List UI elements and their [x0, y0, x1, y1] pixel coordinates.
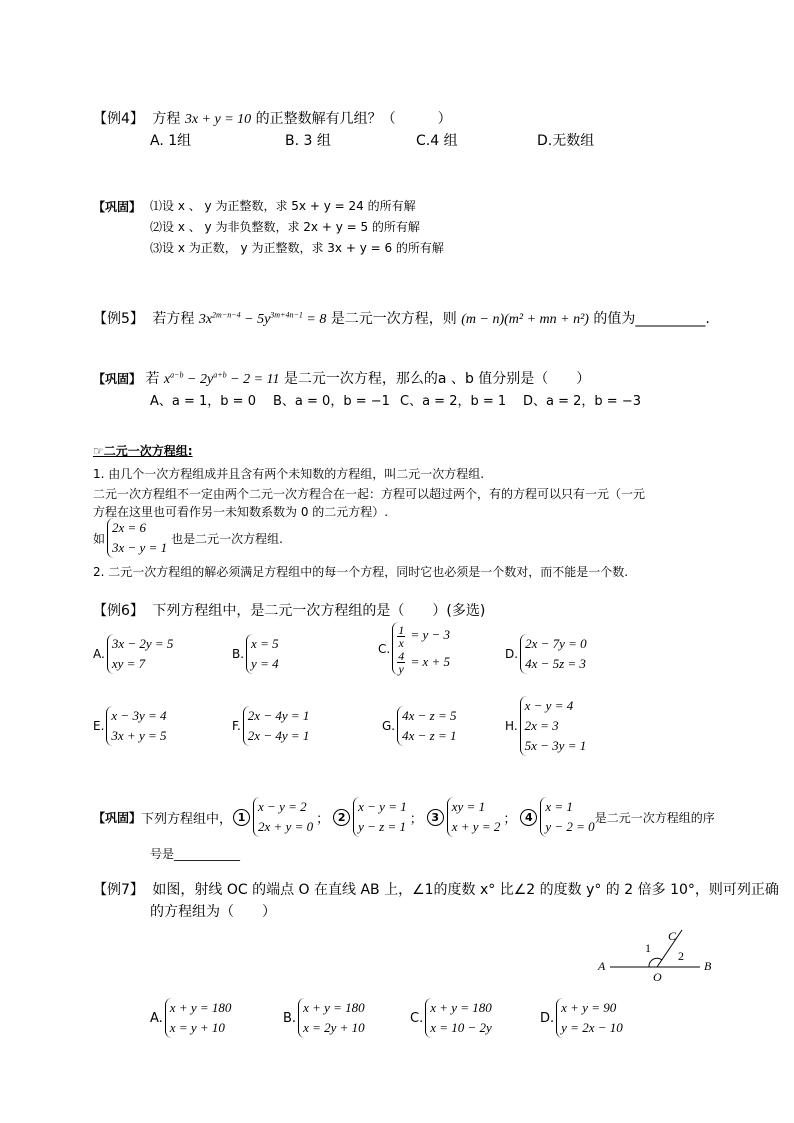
ex6-line	[93, 600, 485, 620]
gonggu2-equation: $x^{a-b} - 2y^{a+b} - 2 = 11$	[163, 370, 280, 387]
ex7-text-1: 如图，射线 OC 的端点 O 在直线 AB 上，∠1的度数 x° 比∠2 的度数 y° 的 2 倍多 10°，则可列正确	[152, 882, 779, 898]
gonggu2-line	[93, 368, 590, 388]
ex6-option-e: E. x − 3y = 4 3x + y = 5	[93, 706, 167, 746]
ex6-option-d: D. 2x − 7y = 0 4x − 5z = 3	[505, 634, 587, 674]
ex4-tag: 【例4】	[93, 111, 144, 127]
gonggu2-option-d: D、a = 2，b = −3	[523, 394, 641, 409]
ex6-option-b: B. x = 5 y = 4	[232, 634, 279, 674]
ex4-option-b: B. 3 组	[285, 133, 331, 149]
gonggu1-line-2: ⑵设 x 、 y 为非负整数，求 2x + y = 5 的所有解	[150, 220, 420, 234]
gonggu1-line-1: ⑴设 x 、 y 为正整数，求 5x + y = 24 的所有解	[150, 199, 416, 213]
ex7-option-c: C. x + y = 180 x = 10 − 2y	[410, 998, 492, 1038]
ex6-option-f: F. 2x − 4y = 1 2x − 4y = 1	[232, 706, 309, 746]
angle-figure	[590, 920, 720, 990]
label-c: C	[668, 929, 677, 943]
gonggu3-num-3: 3	[427, 809, 444, 826]
ex7-tag: 【例7】	[93, 882, 144, 898]
gonggu2-tag: 【巩固】	[93, 372, 142, 386]
ex4-option-c: C.4 组	[416, 133, 458, 149]
ex4-post: 的正整数解有几组？（ ）	[255, 111, 452, 127]
section-title: ☞二元一次方程组:	[93, 444, 193, 458]
ex6-option-a: A. 3x − 2y = 5 xy = 7	[93, 634, 173, 674]
ex7-option-b: B. x + y = 180 x = 2y + 10	[283, 998, 365, 1038]
ex6-option-c: C. $\frac{1}{x}$ = y − 3 $\frac{4}{y}$ = x + 5	[378, 622, 451, 677]
section-p2a: 二元一次方程组不一定由两个二元一次方程合在一起：方程可以超过两个，有的方程可以只有一元（一元	[93, 487, 646, 501]
gonggu3-line: 【巩固】 下列方程组中， 1 x − y = 2 2x + y = 0 ； 2 x − y = 1 y − z = 1 ； 3 xy = 1 x + y = 2 ； 4 x = 1 y − 2 = 0 是二元一次方程组的序	[93, 797, 715, 837]
gonggu2-option-c: C、a = 2，b = 1	[400, 394, 507, 409]
ex4-pre: 方程	[152, 111, 181, 127]
ex6-option-g: G. 4x − z = 5 4x − z = 1	[382, 706, 457, 746]
section-example-system: 2x = 6 3x − y = 1	[107, 518, 167, 558]
ex5-line	[93, 308, 710, 328]
label-angle-2: 2	[678, 949, 684, 963]
ex7-line2: 的方程组为（ ）	[150, 904, 276, 920]
gonggu3-pre: 下列方程组中，	[141, 811, 233, 827]
section-example	[93, 518, 283, 558]
label-angle-1: 1	[645, 941, 651, 955]
label-b: B	[704, 959, 712, 973]
gonggu3-num-1: 1	[233, 809, 250, 826]
ex4-option-a: A. 1组	[150, 133, 192, 149]
ex6-tag: 【例6】	[93, 603, 144, 619]
ex4-equation: 3x + y = 10	[184, 112, 252, 127]
section-example-post: 也是二元一次方程组.	[171, 531, 283, 546]
ex6-text: 下列方程组中，是二元一次方程组的是（ ）(多选)	[152, 603, 486, 619]
ex6-option-h: H. x − y = 4 2x = 3 5x − 3y = 1	[505, 696, 586, 756]
ex7-option-d: D. x + y = 90 y = 2x − 10	[540, 998, 623, 1038]
ex5-tag: 【例5】	[93, 311, 144, 327]
section-p2b: 方程在这里也可看作另一未知数系数为 0 的二元方程）.	[93, 505, 389, 519]
gonggu3-num-4: 4	[520, 809, 537, 826]
label-a: A	[598, 959, 606, 973]
ex7-option-a: A. x + y = 180 x = y + 10	[150, 998, 231, 1038]
ex5-tail: 的值为__________.	[593, 311, 710, 327]
gonggu1-line-3: ⑶设 x 为正数， y 为正整数，求 3x + y = 6 的所有解	[150, 241, 444, 255]
label-o: O	[653, 970, 662, 984]
gonggu3-line2: 号是___________	[150, 847, 241, 861]
ex4-line	[93, 108, 452, 128]
ex5-expression: (m − n)(m² + mn + n²)	[461, 312, 589, 327]
gonggu1-tag: 【巩固】	[93, 200, 142, 214]
gonggu3-post: 是二元一次方程组的序	[594, 810, 715, 825]
ex5-post: 是二元一次方程，则	[330, 311, 457, 327]
ex5-equation: $3x^{2m-n-4} - 5y^{3m+4n-1} = 8$	[198, 310, 327, 327]
ex7-line1	[93, 879, 779, 899]
gonggu3-tag: 【巩固】	[93, 810, 142, 825]
gonggu3-num-2: 2	[333, 809, 350, 826]
ex5-pre: 若方程	[152, 311, 195, 327]
gonggu2-option-a: A、a = 1，b = 0	[150, 394, 256, 409]
section-p1: 1. 由几个一次方程组成并且含有两个未知数的方程组，叫二元一次方程组.	[93, 467, 485, 481]
gonggu2-pre: 若	[145, 371, 164, 387]
ex4-option-d: D.无数组	[537, 133, 595, 149]
gonggu2-option-b: B、a = 0，b = −1	[273, 394, 390, 409]
gonggu2-post: 是二元一次方程，那么的a 、b 值分别是（ ）	[283, 371, 591, 387]
section-p3: 2. 二元一次方程组的解必须满足方程组中的每一个方程，同时它也必须是一个数对，而不能是一个数.	[93, 565, 629, 579]
section-example-pre: 如	[93, 531, 106, 546]
